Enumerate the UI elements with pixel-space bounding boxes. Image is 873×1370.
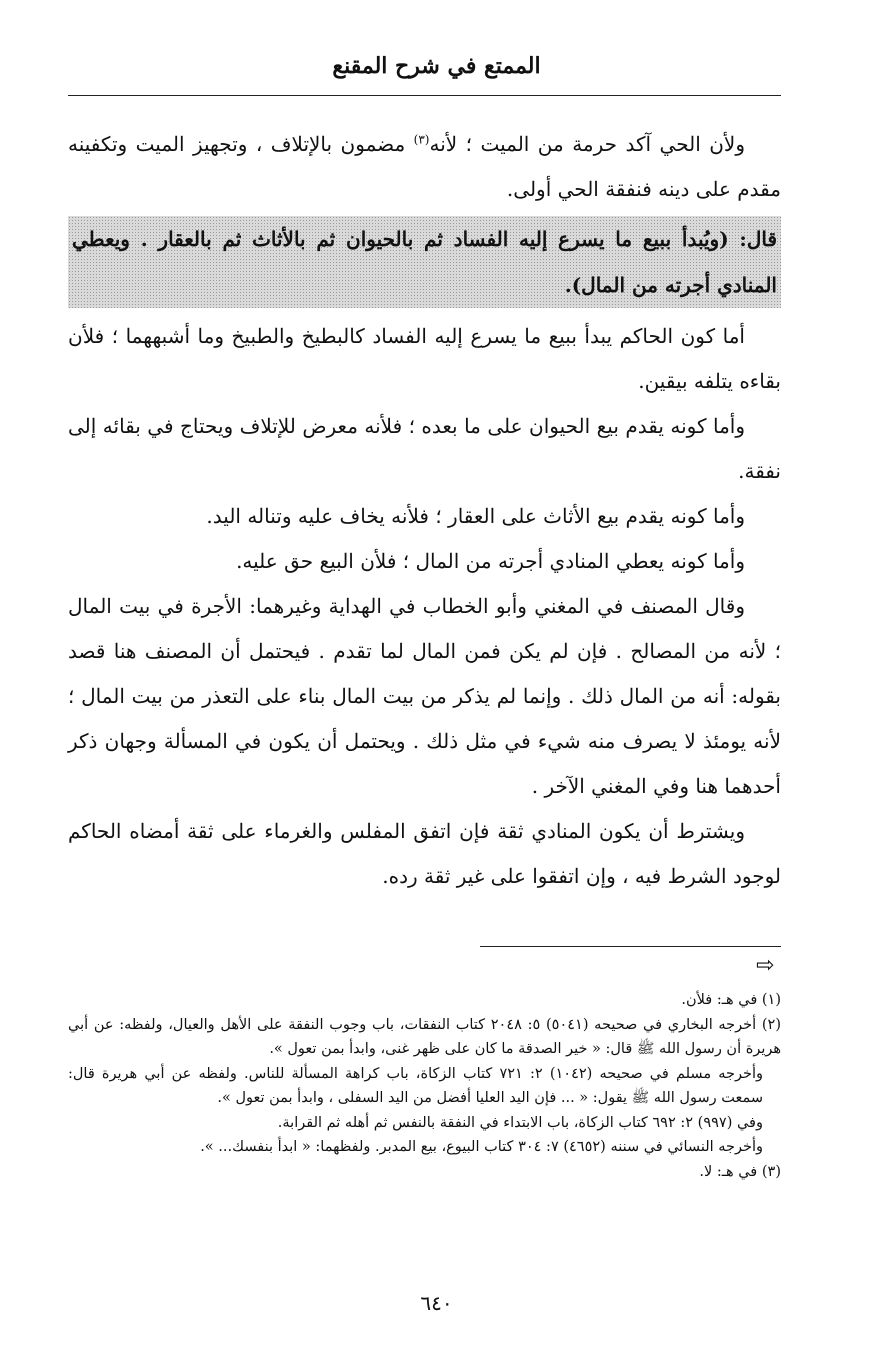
paragraph-1-rest: مضمون بالإتلاف ، وتجهيز الميت وتكفينه مقدم على دينه فنفقة الحي أولى. (68, 132, 781, 201)
footnote-1 (68, 988, 781, 1013)
running-head: الممتع في شرح المقنع (332, 53, 541, 79)
matn-quote-text: قال: (ويُبدأ ببيع ما يسرع إليه الفساد ثم بالحيوان ثم بالأثاث ثم بالعقار . ويعطي المنادي أجرته من المال). (72, 227, 777, 297)
paragraph-1-text: ولأن الحي آكد حرمة من الميت ؛ لأنه (429, 132, 745, 156)
footnotes (68, 988, 781, 1184)
paragraph-1 (68, 122, 781, 212)
footnote-3-text: في هـ: لا. (699, 1163, 762, 1180)
paragraph-6: وقال المصنف في المغني وأبو الخطاب في الهداية وغيرهما: الأجرة في بيت المال ؛ لأنه من المصالح . فإن لم يكن فمن المال لما تقدم . فيحتمل أن المصنف هنا قصد بقوله: أنه من المال ذلك . وإنما لم يذكر من بيت المال بناء على التعذر من بيت المال ؛ لأنه يومئذ لا يصرف منه شيء في مثل ذلك . ويحتمل أن يكون في المسألة وجهان ذكر أحدهما هنا وفي المغني الآخر . (68, 594, 781, 798)
header-rule (68, 95, 781, 96)
footnote-1-number: (١) (761, 992, 781, 1008)
footnote-2-muslim: وأخرجه مسلم في صحيحه (١٠٤٢) ٢: ٧٢١ كتاب الزكاة، باب كراهة المسألة للناس. ولفظه عن أبي هريرة قال: سمعت رسول الله ﷺ يقول: « ... فإن اليد العليا أفضل من اليد السفلى ، وابدأ بمن تعول ». (68, 1065, 763, 1106)
matn-quote-box (68, 216, 781, 308)
footnote-2-text: أخرجه البخاري في صحيحه (٥٠٤١) ٥: ٢٠٤٨ كتاب النفقات، باب وجوب النفقة على الأهل والعيال، ولفظه: عن أبي هريرة أن رسول الله ﷺ قال: « خير الصدقة ما كان على ظهر غنى، وابدأ بمن تعول ». (68, 1016, 781, 1057)
paragraph-7: ويشترط أن يكون المنادي ثقة فإن اتفق المفلس والغرماء على ثقة أمضاه الحاكم لوجود الشرط فيه ، وإن اتفقوا على غير ثقة رده. (68, 819, 781, 888)
paragraph-2: أما كون الحاكم يبدأ ببيع ما يسرع إليه الفساد كالبطيخ والطبيخ وما أشبههما ؛ فلأن بقاءه يتلفه بيقين. (68, 324, 781, 393)
paragraph-4: وأما كونه يقدم بيع الأثاث على العقار ؛ فلأنه يخاف عليه وتناله اليد. (206, 504, 745, 528)
paragraph-5: وأما كونه يعطي المنادي أجرته من المال ؛ فلأن البيع حق عليه. (236, 549, 745, 573)
footnote-2-number: (٢) (761, 1016, 781, 1033)
main-text (68, 122, 781, 899)
footnote-rule (480, 946, 781, 947)
footnote-2-muslim-second: وفي (٩٩٧) ٢: ٦٩٢ كتاب الزكاة، باب الابتداء في النفقة بالنفس ثم أهله ثم القرابة. (277, 1114, 763, 1131)
footnote-2-nasai: وأخرجه النسائي في سننه (٤٦٥٢) ٧: ٣٠٤ كتاب البيوع، بيع المدبر. ولفظهما: « ابدأ بنفسك... ». (200, 1139, 763, 1155)
footnote-ref-3[interactable]: (٣) (413, 132, 430, 147)
arrow-right-icon: ⇨ (756, 953, 775, 978)
footnote-3 (68, 1160, 781, 1185)
footnote-1-text: في هـ: فلأن. (681, 992, 762, 1008)
footnote-3-number: (٣) (761, 1163, 781, 1180)
footnote-2 (68, 1013, 781, 1062)
page-number: ٦٤٠ (420, 1291, 453, 1315)
paragraph-3: وأما كونه يقدم بيع الحيوان على ما بعده ؛ فلأنه معرض للإتلاف ويحتاج في بقائه إلى نفقة. (68, 414, 781, 483)
